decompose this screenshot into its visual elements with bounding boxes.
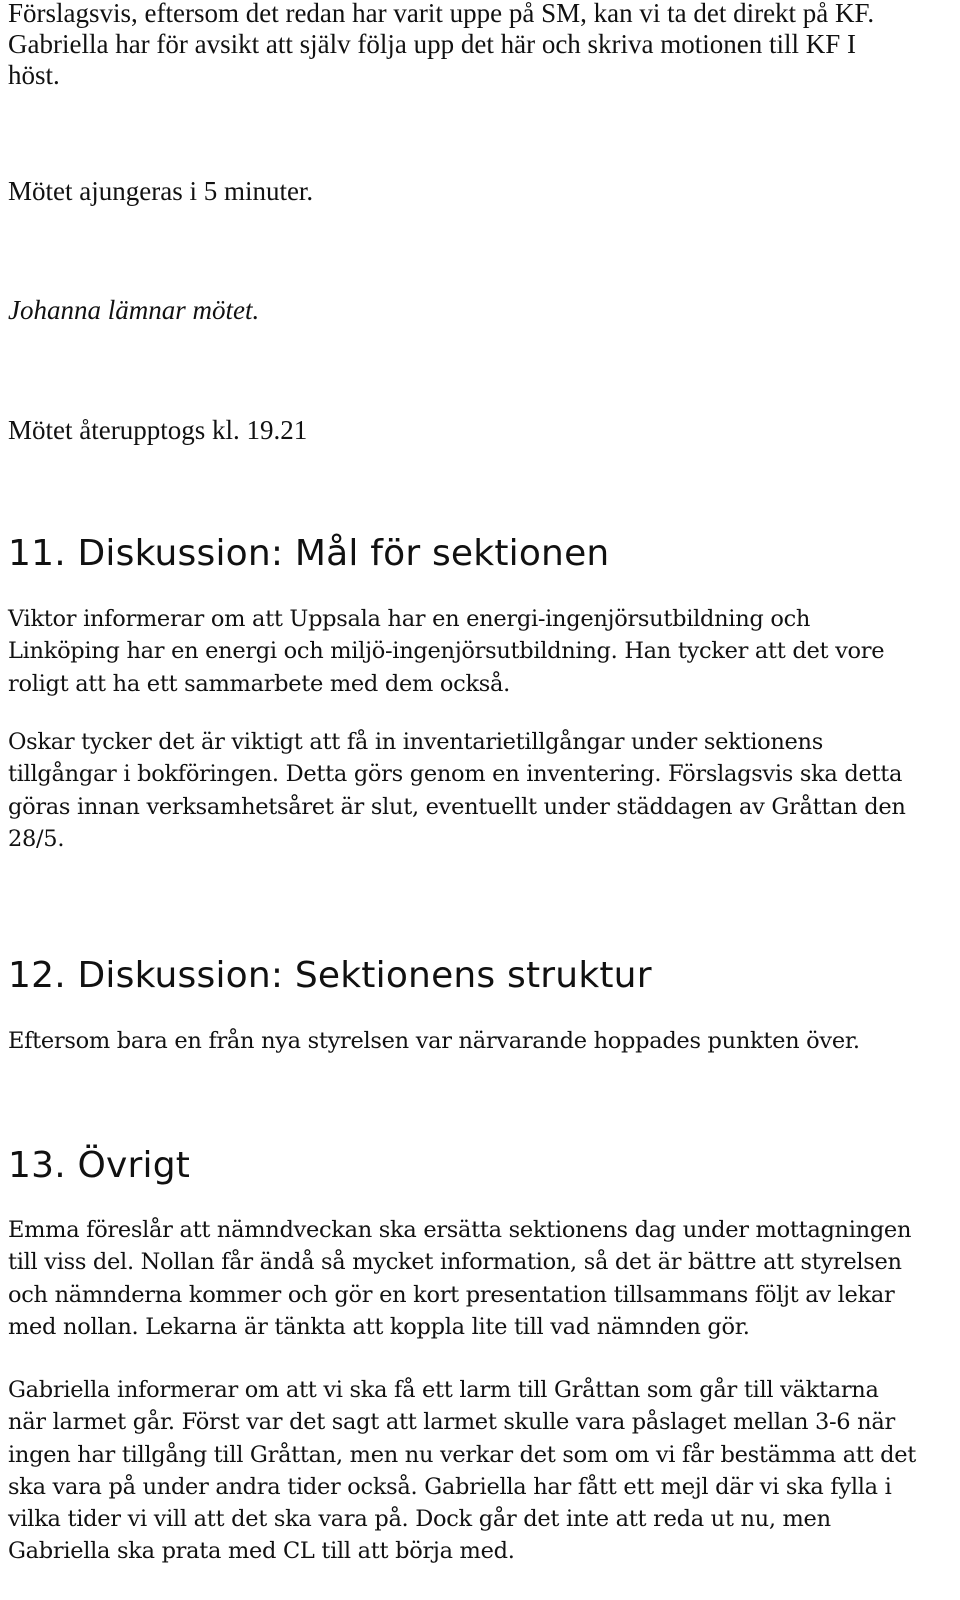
section-heading-13: 13. Övrigt (8, 1145, 191, 1186)
intro-paragraph: Förslagsvis, eftersom det redan har varit uppe på SM, kan vi ta det direkt på KF. Gabriella har för avsikt att själv följa upp det här och skriva motionen till KF I höst. (8, 0, 875, 90)
leave-note: Johanna lämnar mötet. (8, 295, 260, 325)
section-13-paragraph-2: Gabriella informerar om att vi ska få ett larm till Gråttan som går till väktarna när larmet går. Först var det sagt att larmet skulle vara påslaget mellan 3-6 när ingen har tillgång till Gråttan, men nu verkar det som om vi får bestämma att det ska vara på under andra tider också. Gabriella har fått ett mejl där vi ska fylla i vilka tider vi vill att det ska vara på. Dock går det inte att reda ut nu, men Gabriella ska prata med CL till att börja med. (8, 1377, 917, 1565)
resume-note: Mötet återupptogs kl. 19.21 (8, 415, 308, 445)
section-12-paragraph-1: Eftersom bara en från nya styrelsen var närvarande hoppades punkten över. (8, 1028, 860, 1054)
section-11-paragraph-2: Oskar tycker det är viktigt att få in inventarietillgångar under sektionens tillgångar i bokföringen. Detta görs genom en inventering. Förslagsvis ska detta göras innan verksamhetsåret är slut, eventuellt under städdagen av Gråttan den 28/5. (8, 729, 906, 852)
section-11-paragraph-1: Viktor informerar om att Uppsala har en energi-ingenjörsutbildning och Linköping har en energi och miljö-ingenjörsutbildning. Han tycker att det vore roligt att ha ett sammarbete med dem också. (8, 606, 885, 697)
section-13-paragraph-1: Emma föreslår att nämndveckan ska ersätta sektionens dag under mottagningen till viss del. Nollan får ändå så mycket information, så det är bättre att styrelsen och nämnderna kommer och gör en kort presentation tillsammans följt av lekar med nollan. Lekarna är tänkta att koppla lite till vad nämnden gör. (8, 1217, 912, 1340)
section-heading-11: 11. Diskussion: Mål för sektionen (8, 533, 610, 574)
section-heading-12: 12. Diskussion: Sektionens struktur (8, 955, 652, 996)
adjourn-note: Mötet ajungeras i 5 minuter. (8, 176, 314, 206)
